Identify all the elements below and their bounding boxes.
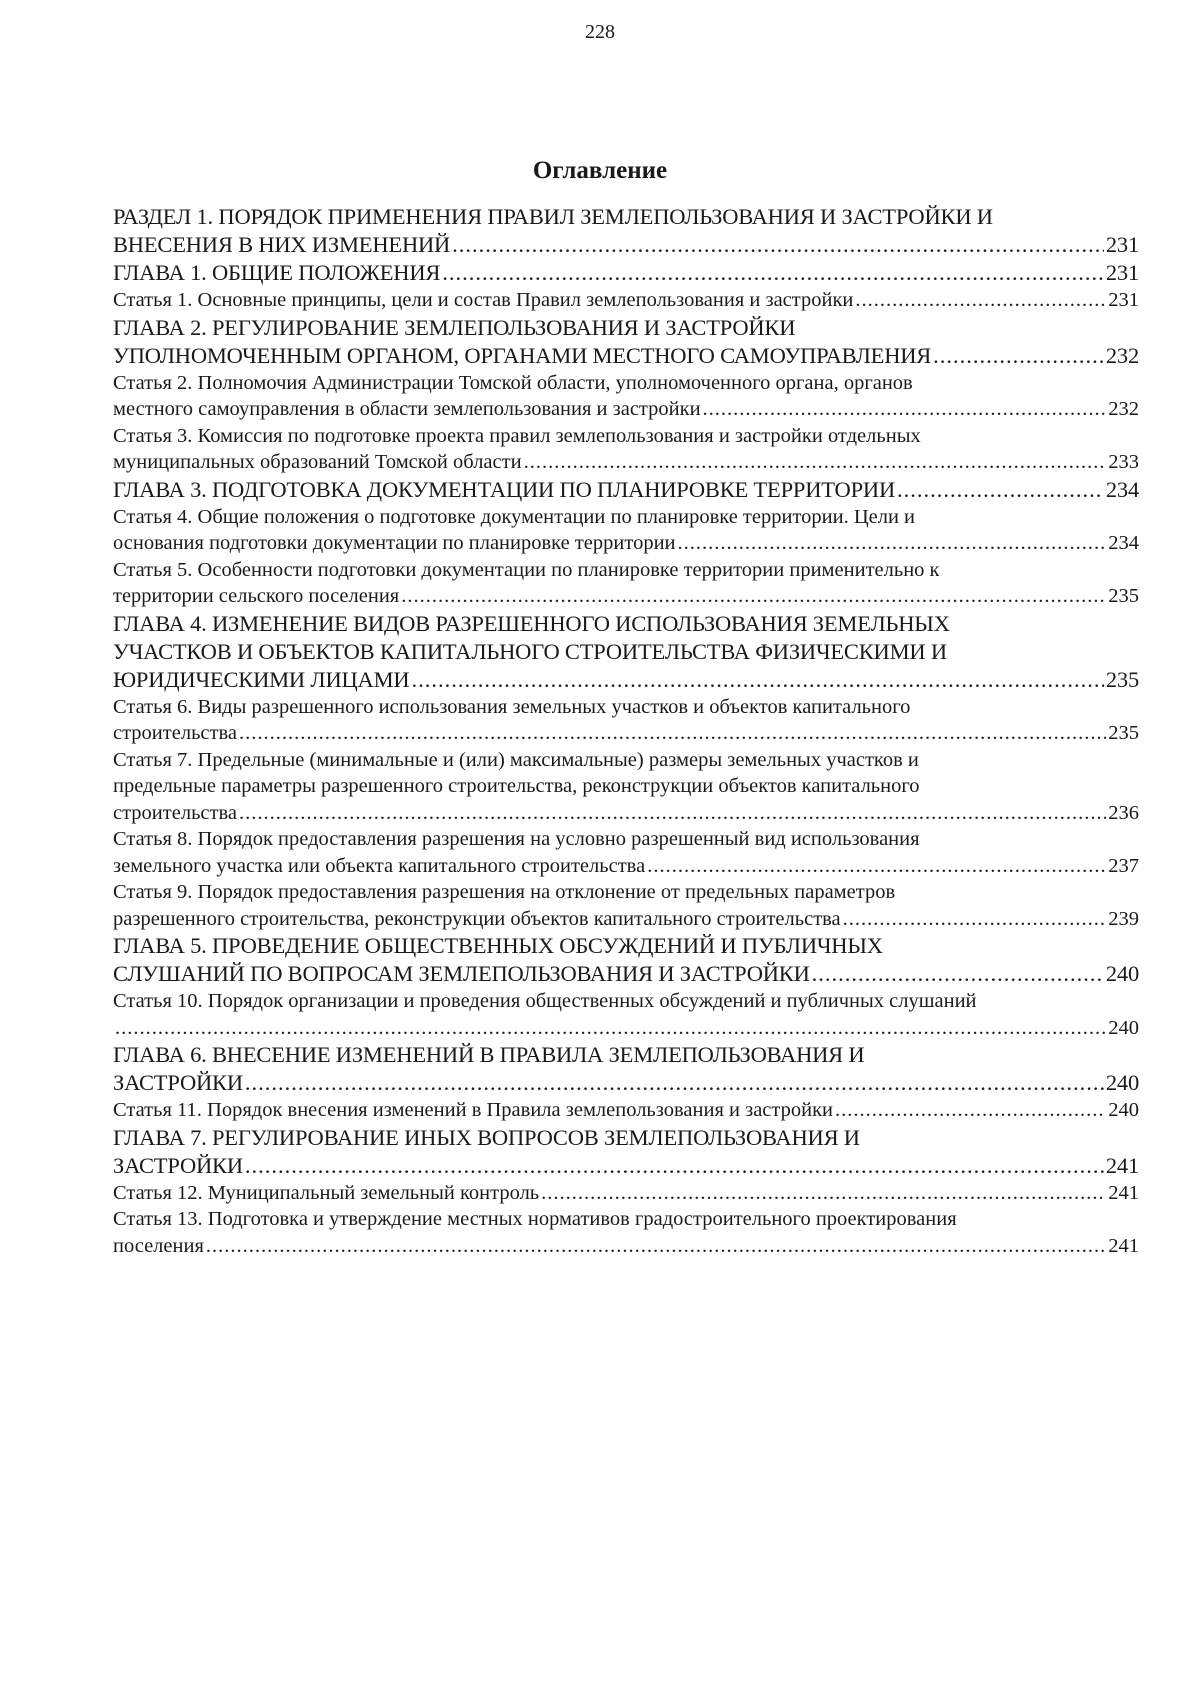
toc-entry-line: Статья 2. Полномочия Администрации Томской области, уполномоченного органа, органов	[113, 371, 913, 394]
toc-entry-line: РАЗДЕЛ 1. ПОРЯДОК ПРИМЕНЕНИЯ ПРАВИЛ ЗЕМЛЕПОЛЬЗОВАНИЯ И ЗАСТРОЙКИ И	[113, 204, 993, 229]
dot-leader	[647, 853, 1106, 880]
toc-entry-line: Статья 3. Комиссия по подготовке проекта правил землепользования и застройки отдельных	[113, 424, 921, 447]
toc-entry-article[interactable]	[113, 370, 1139, 423]
dot-leader	[401, 583, 1106, 610]
toc-entry-last-line	[113, 720, 1139, 747]
toc-entry-last-line	[113, 231, 1139, 259]
toc-entry-page: 235	[1105, 666, 1139, 692]
toc-entry-line: ГЛАВА 2. РЕГУЛИРОВАНИЕ ЗЕМЛЕПОЛЬЗОВАНИЯ И ЗАСТРОЙКИ	[113, 314, 796, 340]
dot-leader	[812, 960, 1104, 988]
toc-entry-page: 236	[1108, 801, 1139, 824]
toc-entry-page: 231	[1108, 289, 1139, 311]
toc-entry-line: ГЛАВА 4. ИЗМЕНЕНИЕ ВИДОВ РАЗРЕШЕННОГО ИСПОЛЬЗОВАНИЯ ЗЕМЕЛЬНЫХ	[113, 610, 950, 636]
toc-entry-line: ГЛАВА 6. ВНЕСЕНИЕ ИЗМЕНЕНИЙ В ПРАВИЛА ЗЕМЛЕПОЛЬЗОВАНИЯ И	[113, 1042, 865, 1067]
toc-entry-article[interactable]	[113, 879, 1139, 932]
dot-leader	[206, 1233, 1106, 1260]
toc-entry-text: Статья 12. Муниципальный земельный контроль	[113, 1181, 540, 1204]
toc-entry-text: ГЛАВА 3. ПОДГОТОВКА ДОКУМЕНТАЦИИ ПО ПЛАНИРОВКЕ ТЕРРИТОРИИ	[113, 476, 895, 502]
toc-entry-page: 231	[1105, 232, 1139, 257]
toc-entry-text: территории сельского поселения	[113, 585, 400, 607]
toc-entry-article[interactable]	[113, 504, 1139, 557]
toc-entry-chapter[interactable]	[113, 610, 1139, 694]
toc-entry-page: 240	[1105, 961, 1139, 986]
toc-entry-section[interactable]	[113, 203, 1139, 259]
toc-entry-text: основания подготовки документации по планировке территории	[113, 532, 676, 554]
toc-entry-text: разрешенного строительства, реконструкции объектов капитального строительства	[113, 907, 841, 930]
page-number: 228	[585, 21, 615, 43]
dot-leader	[239, 720, 1106, 747]
toc-title: Оглавление	[532, 157, 668, 184]
toc-entry-line: предельные параметры разрешенного строительства, реконструкции объектов капитального	[113, 775, 920, 797]
toc-entry-line: Статья 4. Общие положения о подготовке документации по планировке территории. Цели и	[113, 505, 916, 528]
toc-entry-article[interactable]	[113, 1206, 1139, 1259]
dot-leader	[442, 259, 1104, 287]
toc-entry-page: 233	[1108, 451, 1139, 473]
toc-entry-last-line	[113, 583, 1139, 610]
toc-entry-line: Статья 13. Подготовка и утверждение местных нормативов градостроительного проектирования	[113, 1208, 957, 1230]
toc-entry-last-line	[113, 960, 1139, 988]
toc-entry-text: местного самоуправления в области землепользования и застройки	[113, 398, 701, 420]
toc-entry-last-line	[113, 449, 1139, 476]
toc-entry-article[interactable]	[113, 826, 1139, 879]
toc-entry-last-line	[113, 853, 1139, 880]
toc-entry-line: ГЛАВА 5. ПРОВЕДЕНИЕ ОБЩЕСТВЕННЫХ ОБСУЖДЕНИЙ И ПУБЛИЧНЫХ	[113, 933, 883, 958]
toc-entry-page: 240	[1105, 1070, 1139, 1095]
toc-entry-line: Статья 7. Предельные (минимальные и (или) максимальные) размеры земельных участков и	[113, 748, 919, 771]
toc-entry-text: ЗАСТРОЙКИ	[113, 1070, 243, 1095]
toc-entry-line: Статья 10. Порядок организации и проведения общественных обсуждений и публичных слушаний	[113, 990, 977, 1012]
toc-entry-chapter[interactable]	[113, 1041, 1139, 1097]
toc-entry-last-line	[113, 1180, 1139, 1207]
toc-entry-chapter[interactable]	[113, 476, 1139, 504]
toc-entry-chapter[interactable]	[113, 1124, 1139, 1180]
dot-leader	[703, 396, 1107, 423]
dot-leader	[933, 342, 1104, 370]
toc-entry-last-line	[113, 530, 1139, 557]
dot-leader	[245, 1069, 1104, 1097]
toc-entry-text: Статья 11. Порядок внесения изменений в Правила землепользования и застройки	[113, 1099, 834, 1121]
toc-entry-text: поселения	[113, 1234, 204, 1257]
toc-entry-page: 239	[1108, 907, 1139, 930]
dot-leader	[115, 1015, 1106, 1042]
toc-entry-line: Статья 9. Порядок предоставления разрешения на отклонение от предельных параметров	[113, 881, 896, 903]
dot-leader	[239, 800, 1106, 827]
toc-entry-last-line	[113, 476, 1139, 504]
toc-entry-line: Статья 8. Порядок предоставления разрешения на условно разрешенный вид использования	[113, 828, 920, 850]
toc-entry-text: УПОЛНОМОЧЕННЫМ ОРГАНОМ, ОРГАНАМИ МЕСТНОГО САМОУПРАВЛЕНИЯ	[113, 342, 932, 368]
toc-entry-chapter[interactable]	[113, 259, 1139, 287]
toc-entry-last-line	[113, 800, 1139, 827]
toc-entry-article[interactable]	[113, 1180, 1139, 1207]
toc-entry-line: Статья 5. Особенности подготовки документации по планировке территории применительно к	[113, 558, 940, 581]
toc-entry-page: 235	[1108, 722, 1139, 744]
toc-entry-article[interactable]	[113, 747, 1139, 827]
toc-entry-article[interactable]	[113, 423, 1139, 476]
toc-entry-text: муниципальных образований Томской области	[113, 451, 522, 473]
dot-leader	[524, 449, 1107, 476]
dot-leader	[245, 1152, 1104, 1180]
toc-entry-text: СЛУШАНИЙ ПО ВОПРОСАМ ЗЕМЛЕПОЛЬЗОВАНИЯ И ЗАСТРОЙКИ	[113, 961, 810, 986]
toc-entry-page: 237	[1108, 854, 1139, 877]
toc-entry-text: ЗАСТРОЙКИ	[113, 1152, 243, 1178]
toc-entry-page: 240	[1108, 1099, 1139, 1121]
toc-entry-last-line	[113, 259, 1139, 287]
toc-entry-text: ГЛАВА 1. ОБЩИЕ ПОЛОЖЕНИЯ	[113, 260, 441, 285]
toc-entry-article[interactable]	[113, 287, 1139, 314]
toc-entry-last-line	[113, 1015, 1139, 1042]
dot-leader	[835, 1097, 1106, 1124]
toc-entry-article[interactable]	[113, 694, 1139, 747]
dot-leader	[411, 666, 1103, 694]
toc-entry-page: 240	[1108, 1016, 1139, 1039]
toc-entry-page: 241	[1108, 1234, 1139, 1257]
toc-entry-line: УЧАСТКОВ И ОБЪЕКТОВ КАПИТАЛЬНОГО СТРОИТЕЛЬСТВА ФИЗИЧЕСКИМИ И	[113, 638, 947, 664]
toc-entry-chapter[interactable]	[113, 314, 1139, 370]
dot-leader	[855, 287, 1106, 314]
toc-entry-last-line	[113, 287, 1139, 314]
toc-entry-last-line	[113, 1069, 1139, 1097]
toc-entry-article[interactable]	[113, 557, 1139, 610]
dot-leader	[897, 476, 1104, 504]
toc-entry-text: строительства	[113, 801, 237, 824]
dot-leader	[678, 530, 1107, 557]
toc-entry-line: Статья 6. Виды разрешенного использования земельных участков и объектов капитального	[113, 695, 911, 718]
toc-entry-page: 241	[1108, 1181, 1139, 1204]
toc-entry-text: ЮРИДИЧЕСКИМИ ЛИЦАМИ	[113, 666, 410, 692]
toc-entry-page: 232	[1105, 342, 1139, 368]
toc-entry-last-line	[113, 342, 1139, 370]
toc-entry-last-line	[113, 396, 1139, 423]
toc-entry-page: 232	[1108, 398, 1139, 420]
toc-entry-page: 241	[1105, 1152, 1139, 1178]
toc-entry-last-line	[113, 666, 1139, 694]
toc-entry-chapter[interactable]	[113, 932, 1139, 988]
toc-entry-page: 235	[1108, 585, 1139, 607]
table-of-contents	[113, 203, 1139, 1259]
toc-entry-text: Статья 1. Основные принципы, цели и состав Правил землепользования и застройки	[113, 289, 854, 311]
toc-entry-page: 231	[1105, 260, 1139, 285]
toc-entry-last-line	[113, 1097, 1139, 1124]
toc-entry-line: ГЛАВА 7. РЕГУЛИРОВАНИЕ ИНЫХ ВОПРОСОВ ЗЕМЛЕПОЛЬЗОВАНИЯ И	[113, 1124, 860, 1150]
toc-entry-last-line	[113, 906, 1139, 933]
toc-entry-last-line	[113, 1152, 1139, 1180]
dot-leader	[843, 906, 1107, 933]
toc-entry-article[interactable]	[113, 988, 1139, 1041]
toc-entry-text: ВНЕСЕНИЯ В НИХ ИЗМЕНЕНИЙ	[113, 232, 451, 257]
dot-leader	[541, 1180, 1106, 1207]
toc-entry-text: земельного участка или объекта капитального строительства	[113, 854, 646, 877]
toc-entry-article[interactable]	[113, 1097, 1139, 1124]
toc-entry-text: строительства	[113, 722, 237, 744]
dot-leader	[452, 231, 1104, 259]
toc-entry-last-line	[113, 1233, 1139, 1260]
toc-entry-page: 234	[1108, 532, 1139, 554]
toc-entry-page: 234	[1105, 476, 1139, 502]
